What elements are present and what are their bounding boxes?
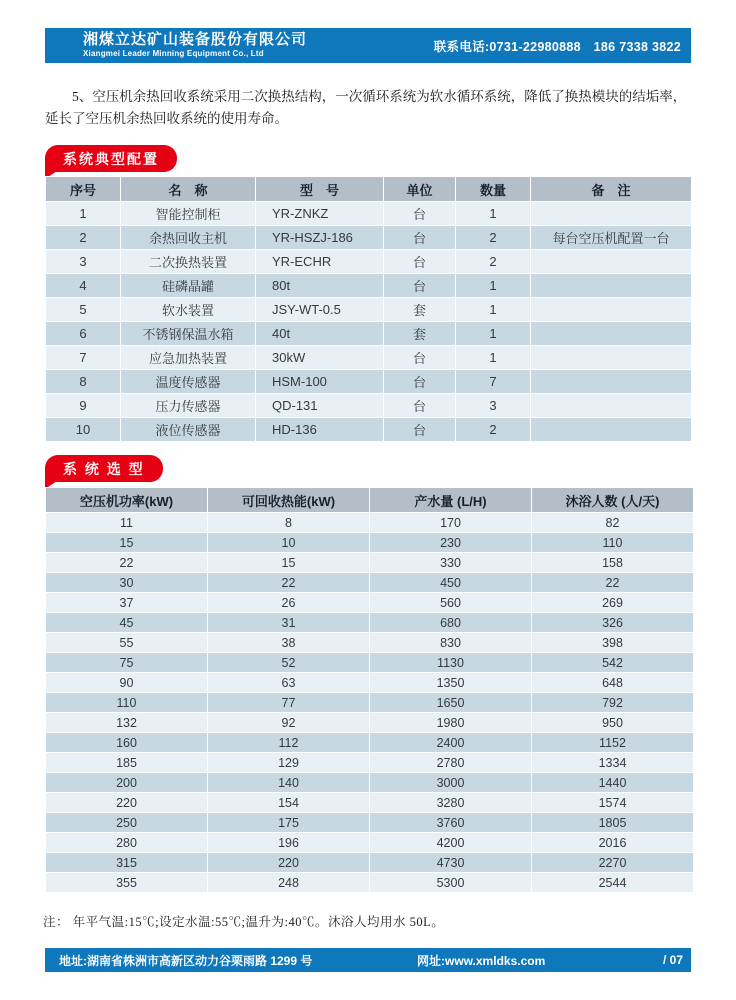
table-cell: 硅磷晶罐: [121, 274, 255, 297]
table-cell: 2: [456, 226, 530, 249]
table-row: [46, 533, 693, 552]
table-cell: 5: [46, 298, 120, 321]
table-cell: 40t: [256, 322, 383, 345]
table-cell: 196: [208, 833, 369, 852]
table-cell: 温度传感器: [121, 370, 255, 393]
table-cell: 140: [208, 773, 369, 792]
table-row: [46, 693, 693, 712]
table-cell: 269: [532, 593, 693, 612]
table-cell: [531, 346, 691, 369]
table-cell: 2: [46, 226, 120, 249]
table-cell: 37: [46, 593, 207, 612]
table-cell: 830: [370, 633, 531, 652]
table-cell: 每台空压机配置一台: [531, 226, 691, 249]
table-cell: 1650: [370, 693, 531, 712]
table-row: [46, 713, 693, 732]
table-cell: 9: [46, 394, 120, 417]
table-row: [46, 873, 693, 892]
table-cell: 台: [384, 202, 455, 225]
table-cell: 129: [208, 753, 369, 772]
contact-phone: 联系电话:0731-22980888 186 7338 3822: [433, 39, 681, 54]
table-cell: 1574: [532, 793, 693, 812]
table-row: [46, 813, 693, 832]
table-cell: 15: [46, 533, 207, 552]
company-name-cn: 湘煤立达矿山装备股份有限公司: [83, 31, 308, 49]
table-row: [46, 346, 691, 369]
table-cell: 30: [46, 573, 207, 592]
table-row: [46, 853, 693, 872]
table-row: [46, 773, 693, 792]
table-cell: 154: [208, 793, 369, 812]
table-row: [46, 226, 691, 249]
table-row: [46, 322, 691, 345]
table-row: [46, 633, 693, 652]
table-cell: 30kW: [256, 346, 383, 369]
column-header: 数量: [456, 177, 530, 201]
footer-address: 地址:湖南省株洲市高新区动力谷栗雨路 1299 号: [59, 953, 313, 968]
company-name-en: Xiangmei Leader Minning Equipment Co., Ltd: [83, 49, 264, 59]
table-cell: YR-ECHR: [256, 250, 383, 273]
config-table: [45, 176, 692, 442]
table-cell: 余热回收主机: [121, 226, 255, 249]
table-cell: 4200: [370, 833, 531, 852]
table-cell: 1980: [370, 713, 531, 732]
table-cell: 26: [208, 593, 369, 612]
column-header: 型 号: [256, 177, 383, 201]
selection-table-header-row: [46, 488, 693, 512]
table-row: [46, 298, 691, 321]
table-cell: 82: [532, 513, 693, 532]
table-cell: 7: [46, 346, 120, 369]
table-cell: 6: [46, 322, 120, 345]
table-cell: 2: [456, 250, 530, 273]
table-cell: HSM-100: [256, 370, 383, 393]
column-header: 单位: [384, 177, 455, 201]
table-cell: 台: [384, 346, 455, 369]
footnote: 注： 年平气温:15℃;设定水温:55℃;温升为:40℃。沐浴人均用水 50L。: [43, 915, 445, 929]
table-cell: YR-ZNKZ: [256, 202, 383, 225]
table-cell: JSY-WT-0.5: [256, 298, 383, 321]
column-header: 名 称: [121, 177, 255, 201]
table-cell: 2780: [370, 753, 531, 772]
table-cell: [531, 202, 691, 225]
table-cell: YR-HSZJ-186: [256, 226, 383, 249]
table-cell: 160: [46, 733, 207, 752]
selection-table: [45, 487, 694, 893]
table-cell: 112: [208, 733, 369, 752]
section-banner-config: 系统典型配置: [45, 145, 177, 172]
table-cell: 280: [46, 833, 207, 852]
table-cell: 1350: [370, 673, 531, 692]
table-cell: 智能控制柜: [121, 202, 255, 225]
table-cell: 355: [46, 873, 207, 892]
table-cell: 560: [370, 593, 531, 612]
table-cell: 台: [384, 226, 455, 249]
table-cell: 185: [46, 753, 207, 772]
table-cell: 1440: [532, 773, 693, 792]
footer-page-number: / 07: [662, 953, 683, 967]
table-cell: 不锈钢保温水箱: [121, 322, 255, 345]
table-row: [46, 418, 691, 441]
table-row: [46, 573, 693, 592]
column-header: 序号: [46, 177, 120, 201]
table-cell: 158: [532, 553, 693, 572]
table-cell: 80t: [256, 274, 383, 297]
table-cell: 8: [208, 513, 369, 532]
table-cell: 软水装置: [121, 298, 255, 321]
table-cell: 1334: [532, 753, 693, 772]
table-row: [46, 593, 693, 612]
table-row: [46, 833, 693, 852]
table-cell: [531, 370, 691, 393]
table-row: [46, 394, 691, 417]
table-row: [46, 673, 693, 692]
table-cell: 台: [384, 394, 455, 417]
table-cell: 950: [532, 713, 693, 732]
table-row: [46, 613, 693, 632]
table-cell: 3280: [370, 793, 531, 812]
table-cell: 1: [456, 346, 530, 369]
table-cell: 液位传感器: [121, 418, 255, 441]
company-block: [45, 32, 307, 58]
column-header: 沐浴人数 (人/天): [532, 488, 693, 512]
column-header: 可回收热能(kW): [208, 488, 369, 512]
table-cell: 45: [46, 613, 207, 632]
table-row: [46, 202, 691, 225]
table-cell: 220: [208, 853, 369, 872]
table-cell: 77: [208, 693, 369, 712]
table-cell: 75: [46, 653, 207, 672]
table-cell: 250: [46, 813, 207, 832]
table-cell: 22: [532, 573, 693, 592]
table-cell: 110: [46, 693, 207, 712]
config-table-header-row: [46, 177, 691, 201]
footer-website: 网址:www.xmldks.com: [417, 953, 546, 968]
table-cell: 1805: [532, 813, 693, 832]
table-cell: 1: [456, 298, 530, 321]
table-cell: 792: [532, 693, 693, 712]
table-cell: 110: [532, 533, 693, 552]
table-cell: 1: [456, 274, 530, 297]
table-cell: 10: [208, 533, 369, 552]
table-cell: 3: [46, 250, 120, 273]
table-cell: [531, 298, 691, 321]
table-cell: 1: [46, 202, 120, 225]
table-cell: 220: [46, 793, 207, 812]
company-header-bar: [45, 28, 691, 63]
table-cell: 22: [46, 553, 207, 572]
table-cell: 55: [46, 633, 207, 652]
table-row: [46, 793, 693, 812]
table-cell: 63: [208, 673, 369, 692]
table-cell: 二次换热装置: [121, 250, 255, 273]
table-cell: 压力传感器: [121, 394, 255, 417]
column-header: 产水量 (L/H): [370, 488, 531, 512]
column-header: 备 注: [531, 177, 691, 201]
table-cell: [531, 322, 691, 345]
table-cell: 2270: [532, 853, 693, 872]
table-cell: 326: [532, 613, 693, 632]
table-cell: 台: [384, 418, 455, 441]
table-cell: 15: [208, 553, 369, 572]
table-cell: 1130: [370, 653, 531, 672]
table-cell: QD-131: [256, 394, 383, 417]
table-cell: 2016: [532, 833, 693, 852]
table-row: [46, 653, 693, 672]
table-cell: 4730: [370, 853, 531, 872]
table-cell: 542: [532, 653, 693, 672]
table-cell: 10: [46, 418, 120, 441]
table-cell: 2: [456, 418, 530, 441]
table-cell: 330: [370, 553, 531, 572]
table-cell: 132: [46, 713, 207, 732]
table-cell: 90: [46, 673, 207, 692]
section-banner-selection: 系 统 选 型: [45, 455, 163, 482]
table-cell: 450: [370, 573, 531, 592]
column-header: 空压机功率(kW): [46, 488, 207, 512]
table-cell: 200: [46, 773, 207, 792]
table-row: [46, 250, 691, 273]
footer-bar: [45, 948, 691, 972]
table-cell: 5300: [370, 873, 531, 892]
intro-paragraph: 5、空压机余热回收系统采用二次换热结构，一次循环系统为软水循环系统，降低了换热模块的结垢率，延长了空压机余热回收系统的使用寿命。: [45, 89, 687, 126]
table-cell: 230: [370, 533, 531, 552]
table-cell: 31: [208, 613, 369, 632]
table-cell: [531, 250, 691, 273]
table-cell: 8: [46, 370, 120, 393]
table-row: [46, 513, 693, 532]
table-cell: 台: [384, 250, 455, 273]
table-cell: 52: [208, 653, 369, 672]
table-cell: 套: [384, 298, 455, 321]
table-cell: 315: [46, 853, 207, 872]
table-row: [46, 753, 693, 772]
table-cell: 3: [456, 394, 530, 417]
table-cell: 680: [370, 613, 531, 632]
table-cell: 248: [208, 873, 369, 892]
table-row: [46, 733, 693, 752]
table-cell: 3760: [370, 813, 531, 832]
table-cell: 398: [532, 633, 693, 652]
table-cell: 1152: [532, 733, 693, 752]
table-cell: 台: [384, 370, 455, 393]
table-cell: [531, 394, 691, 417]
table-cell: 套: [384, 322, 455, 345]
table-row: [46, 274, 691, 297]
table-cell: [531, 274, 691, 297]
table-cell: 1: [456, 322, 530, 345]
table-row: [46, 553, 693, 572]
table-cell: 175: [208, 813, 369, 832]
table-cell: [531, 418, 691, 441]
table-cell: 38: [208, 633, 369, 652]
table-cell: 4: [46, 274, 120, 297]
table-cell: 92: [208, 713, 369, 732]
table-cell: 应急加热装置: [121, 346, 255, 369]
table-cell: 2400: [370, 733, 531, 752]
table-cell: 7: [456, 370, 530, 393]
table-cell: 22: [208, 573, 369, 592]
table-cell: HD-136: [256, 418, 383, 441]
table-row: [46, 370, 691, 393]
table-cell: 台: [384, 274, 455, 297]
table-cell: 3000: [370, 773, 531, 792]
table-cell: 648: [532, 673, 693, 692]
table-cell: 170: [370, 513, 531, 532]
table-cell: 1: [456, 202, 530, 225]
table-cell: 2544: [532, 873, 693, 892]
table-cell: 11: [46, 513, 207, 532]
